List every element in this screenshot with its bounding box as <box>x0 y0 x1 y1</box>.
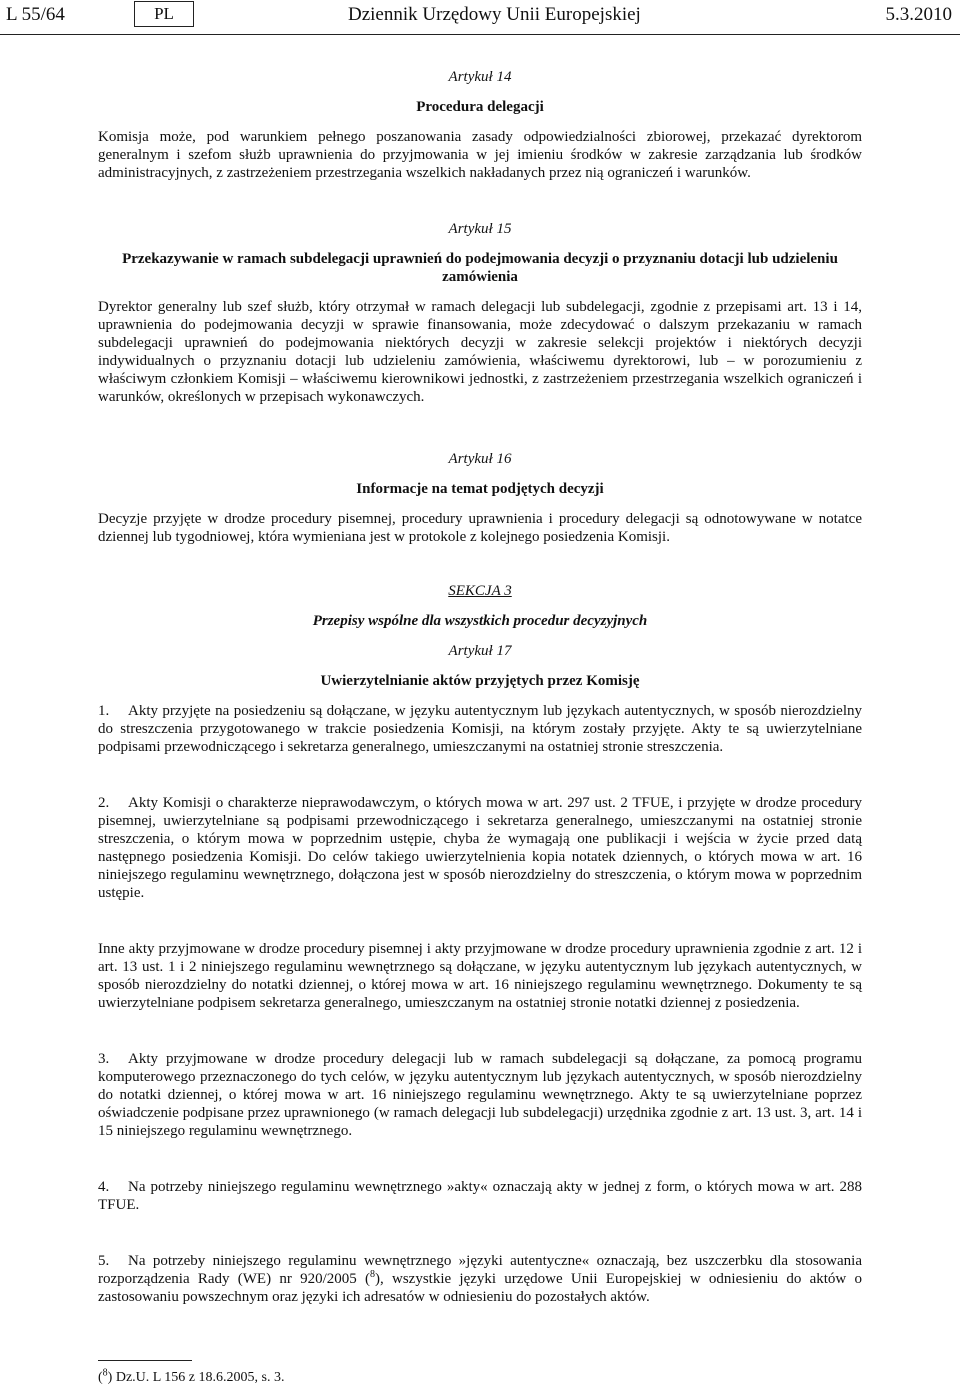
paragraph-number: 3. <box>98 1051 110 1067</box>
paragraph-number: 2. <box>98 795 110 811</box>
footnote-divider <box>98 1360 192 1361</box>
section-number-text: SEKCJA 3 <box>448 583 512 599</box>
article-15-title: Przekazywanie w ramach subdelegacji uprawnień do podejmowania decyzji o przyznaniu dotacji lub udzieleniu zamówienia <box>122 251 838 285</box>
article-17-paragraph-2 <box>98 794 862 902</box>
paragraph-text: Na potrzeby niniejszego regulaminu wewnętrznego »akty« oznaczają akty w jednej z form, o których mowa w art. 288 TFUE. <box>98 1179 862 1213</box>
footnote-reference: 8 <box>370 1269 375 1280</box>
paragraph-number: 1. <box>98 703 110 719</box>
footnote-open: ( <box>98 1370 103 1385</box>
page-header <box>0 0 960 35</box>
footnote-text: Dz.U. L 156 z 18.6.2005, s. 3. <box>112 1370 285 1385</box>
article-17-number: Artykuł 17 <box>448 643 512 659</box>
paragraph-text: Akty przyjęte na posiedzeniu są dołączane, w języku autentycznym lub językach autentycznych, w sposób nierozdzielny do streszczenia przygotowanego w trakcie posiedzenia Komisji, na którym zostały przyjęte. Akty te są uwierzytelniane podpisami przewodniczącego i sekretarza generalnego, umieszczanymi na ostatniej stronie streszczenia. <box>98 703 862 755</box>
article-17-paragraph-4 <box>98 1178 862 1214</box>
footnote <box>98 1367 285 1386</box>
article-15-number: Artykuł 15 <box>448 221 512 237</box>
paragraph-number: 5. <box>98 1253 110 1269</box>
article-17-paragraph-3 <box>98 1050 862 1140</box>
article-14-title: Procedura delegacji <box>416 99 544 115</box>
article-14-text: Komisja może, pod warunkiem pełnego poszanowania zasady odpowiedzialności zbiorowej, przekazać dyrektorom generalnym i szefom służb uprawnienia do przyjmowania w jej imieniu środków w zakresie zarządzania lub środków administracyjnych, z zastrzeżeniem przestrzegania wszelkich nakładanych przez nią ograniczeń i warunków. <box>98 129 862 181</box>
publication-date: 5.3.2010 <box>885 4 952 25</box>
journal-title: Dziennik Urzędowy Unii Europejskiej <box>348 4 641 25</box>
language-badge: PL <box>134 1 194 27</box>
paragraph-text-continued: ), wszystkie języki urzędowe Unii Europejskiej w odniesieniu do aktów o zastosowaniu powszechnym oraz języki ich adresatów w odniesieniu do pozostałych aktów. <box>98 1271 862 1305</box>
footnote-close: ) <box>107 1370 113 1385</box>
page-reference: L 55/64 <box>6 4 65 25</box>
article-17-paragraph-2-continued: Inne akty przyjmowane w drodze procedury pisemnej i akty przyjmowane w drodze procedury uprawnienia zgodnie z art. 12 i art. 13 ust. 1 i 2 niniejszego regulaminu wewnętrznego są dołączane, w języku autentycznym lub językach autentycznych, w sposób nierozdzielny do notatki dziennej, o której mowa w art. 16 niniejszego regulaminu wewnętrznego. Dokumenty te są uwierzytelniane podpisem sekretarza generalnego, umieszczanym na ostatniej stronie notatki dziennej z posiedzenia. <box>98 941 862 1011</box>
article-14-number: Artykuł 14 <box>448 69 512 85</box>
footnote-marker: 8 <box>102 1367 108 1379</box>
paragraph-text: Akty Komisji o charakterze nieprawodawczym, o których mowa w art. 297 ust. 2 TFUE, i przyjęte w drodze procedury pisemnej, uwierzytelniane są podpisami przewodniczącego i sekretarza generalnego, umieszczanymi na ostatniej stronie streszczenia, o którym mowa w poprzednim ustępie, chyba że wymagają one publikacji i wejścia w życie przed datą następnego posiedzenia Komisji. Do celów takiego uwierzytelnienia kopia notatek dziennych, o których mowa w art. 16 niniejszego regulaminu wewnętrznego, dołączona jest w sposób nierozdzielny do streszczenia, o którym mowa w poprzednim ustępie. <box>98 795 862 901</box>
section-title: Przepisy wspólne dla wszystkich procedur decyzyjnych <box>312 613 648 629</box>
paragraph-text: Akty przyjmowane w drodze procedury delegacji lub w ramach subdelegacji są dołączane, za pomocą programu komputerowego przeznaczonego do tych celów, w języku autentycznym lub językach autentycznych, w sposób nierozdzielny do notatki dziennej, o której mowa w art. 16 niniejszego regulaminu wewnętrznego. Akty te są uwierzytelniane poprzez oświadczenie podpisane przez uprawnionego (w ramach delegacji lub subdelegacji) urzędnika zgodnie z art. 13 ust. 3, art. 14 i 15 niniejszego regulaminu wewnętrznego. <box>98 1051 862 1139</box>
article-15-text: Dyrektor generalny lub szef służb, który otrzymał w ramach delegacji lub subdelegacji, zgodnie z przepisami art. 13 i 14, uprawnienia do podejmowania decyzji w sprawie finansowania, może zdecydować o dalszym przekazaniu w ramach subdelegacji uprawnień do podejmowania niektórych decyzji w zakresie selekcji projektów i niektórych decyzji indywidualnych o przyznaniu dotacji lub udzieleniu zamówienia, właściwemu dyrektorowi, lub – w porozumieniu z właściwym członkiem Komisji – właściwemu kierownikowi jednostki, z zastrzeżeniem przestrzegania wszelkich ograniczeń i warunków, określonych w przepisach wykonawczych. <box>98 299 862 405</box>
paragraph-number: 4. <box>98 1179 110 1195</box>
article-17-paragraph-1 <box>98 702 862 756</box>
article-17-title: Uwierzytelnianie aktów przyjętych przez Komisję <box>320 673 640 689</box>
article-17-paragraph-5 <box>98 1252 862 1306</box>
article-16-text: Decyzje przyjęte w drodze procedury pisemnej, procedury uprawnienia i procedury delegacji są odnotowywane w notatce dziennej lub tygodniowej, która wymieniana jest w protokole z kolejnego posiedzenia Komisji. <box>98 511 862 545</box>
article-16-number: Artykuł 16 <box>448 451 512 467</box>
article-16-title: Informacje na temat podjętych decyzji <box>356 481 604 497</box>
document-body <box>98 58 862 1306</box>
paragraph-text: Na potrzeby niniejszego regulaminu wewnętrznego »języki autentyczne« oznaczają, bez uszczerbku dla stosowania rozporządzenia Rady (WE) nr 920/2005 ( <box>98 1253 862 1287</box>
section-number <box>98 582 862 600</box>
